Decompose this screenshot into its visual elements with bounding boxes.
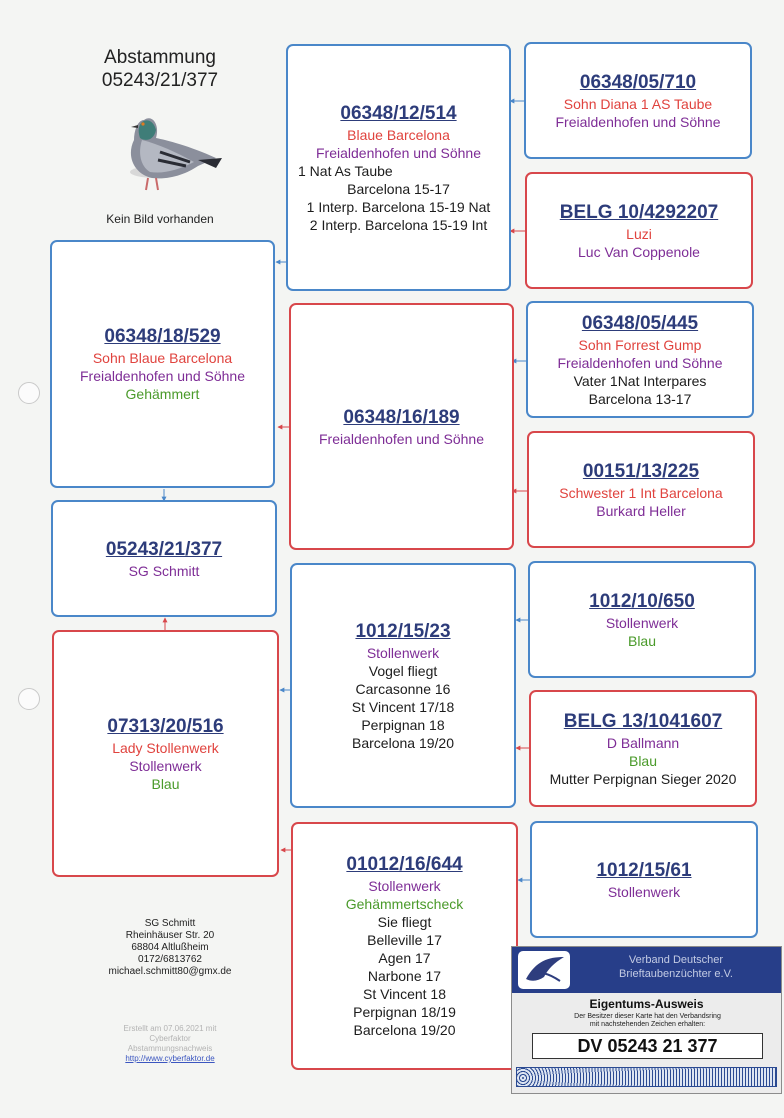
pigeon-note: Luzi	[626, 225, 652, 242]
pigeon-note: Burkard Heller	[596, 502, 686, 519]
pigeon-card-mf[interactable]	[290, 563, 516, 808]
pigeon-note: St Vincent 18	[362, 986, 447, 1002]
owner-contact	[80, 918, 260, 978]
pigeon-card-subject[interactable]	[51, 500, 277, 617]
pigeon-note: Freialdenhofen und Söhne	[315, 144, 482, 161]
pigeon-note: Sohn Forrest Gump	[578, 336, 702, 353]
card-header	[512, 947, 781, 993]
ring-number: 06348/16/189	[343, 406, 460, 428]
ring-number: 00151/13/225	[582, 460, 700, 482]
pigeon-note: Freialdenhofen und Söhne	[557, 354, 723, 371]
pigeon-card-fff[interactable]	[524, 42, 752, 159]
pigeon-note: Stollenwerk	[605, 614, 679, 631]
card-org-line: Brieftaubenzüchter e.V.	[619, 968, 733, 980]
pigeon-note: Narbone 17	[367, 968, 442, 984]
pigeon-card-mmf[interactable]	[530, 821, 758, 938]
pigeon-note: Blau	[151, 775, 180, 792]
pigeon-note: 2 Interp. Barcelona 15-19 Int	[309, 216, 488, 233]
ownership-card	[511, 946, 782, 1094]
pigeon-note: 1 Nat As Taube	[298, 162, 393, 179]
pigeon-note: Gehämmert	[125, 386, 200, 402]
pigeon-card-mm[interactable]	[291, 822, 518, 1070]
ring-number: 1012/10/650	[589, 590, 695, 612]
owner-email: michael.schmitt80@gmx.de	[108, 966, 232, 977]
title-ring: 05243/21/377	[101, 70, 219, 91]
pigeon-note: Blaue Barcelona	[347, 126, 450, 143]
card-title: Eigentums-Ausweis	[589, 997, 704, 1011]
ring-number: 07313/20/516	[107, 715, 224, 737]
card-org-line: Verband Deutscher	[628, 954, 724, 966]
card-text-line: mit nachstehenden Zeichen erhalten:	[589, 1021, 706, 1028]
owner-name: SG Schmitt	[144, 918, 196, 929]
pigeon-card-ffm[interactable]	[525, 172, 753, 289]
pigeon-note: Freialdenhofen und Söhne	[318, 430, 485, 447]
created-line: Cyberfaktor	[149, 1034, 191, 1043]
pigeon-note: Blau	[627, 632, 657, 649]
pigeon-note: Barcelona 19/20	[352, 734, 454, 751]
pigeon-note: Sohn Blaue Barcelona	[92, 350, 233, 366]
ring-number: 1012/15/61	[596, 859, 692, 881]
pigeon-note: Stollenwerk	[368, 878, 441, 894]
pigeon-note: Mutter Perpignan Sieger 2020	[549, 770, 737, 787]
pigeon-note: Belleville 17	[367, 932, 442, 948]
pigeon-note: D Ballmann	[606, 734, 680, 751]
pigeon-note: Carcasonne 16	[355, 680, 451, 697]
pigeon-note: Freialdenhofen und Söhne	[555, 113, 721, 130]
ring-number: 05243/21/377	[105, 538, 223, 560]
pigeon-note: Luc Van Coppenole	[578, 243, 700, 260]
pigeon-card-mff[interactable]	[528, 561, 756, 678]
pigeon-note: Barcelona 19/20	[353, 1022, 456, 1038]
ring-number: 06348/12/514	[340, 102, 457, 124]
owner-phone: 0172/6813762	[138, 954, 202, 965]
no-image-caption: Kein Bild vorhanden	[106, 212, 214, 226]
ring-number: 1012/15/23	[355, 620, 451, 642]
pigeon-note: SG Schmitt	[128, 562, 200, 579]
pigeon-note: Sie fliegt	[377, 914, 432, 930]
pigeon-note: Barcelona 15-17	[347, 180, 450, 197]
ring-number: BELG 10/4292207	[559, 201, 719, 223]
pigeon-note: Gehämmertscheck	[345, 896, 464, 912]
card-ring-number: DV 05243 21 377	[532, 1033, 763, 1059]
owner-street: Rheinhäuser Str. 20	[125, 930, 215, 941]
pigeon-note: Freialdenhofen und Söhne	[79, 368, 246, 384]
pigeon-note: Stollenwerk	[607, 883, 681, 900]
ring-number: 06348/05/710	[579, 71, 697, 93]
ring-number: 06348/05/445	[581, 312, 699, 334]
card-text	[518, 1013, 777, 1029]
pigeon-note: Vogel fliegt	[368, 662, 438, 679]
title-text: Abstammung	[104, 47, 216, 68]
ring-number: 06348/18/529	[104, 326, 221, 347]
owner-city: 68804 Altlußheim	[131, 942, 209, 953]
created-line: Erstellt am 07.06.2021 mit	[123, 1024, 217, 1033]
ring-number: BELG 13/1041607	[563, 710, 723, 732]
pigeon-card-mother[interactable]	[52, 630, 279, 877]
pigeon-note: Schwester 1 Int Barcelona	[559, 484, 723, 501]
card-text-line: Der Besitzer dieser Karte hat den Verbandsring	[574, 1013, 721, 1020]
pigeon-note: Agen 17	[378, 950, 431, 966]
ring-number: 01012/16/644	[346, 854, 463, 875]
pigeon-card-fmm[interactable]	[527, 431, 755, 548]
created-line: Abstammungsnachweis	[127, 1044, 213, 1053]
pigeon-card-fm[interactable]	[289, 303, 514, 550]
pigeon-card-father[interactable]	[50, 240, 275, 488]
pigeon-note: Stollenwerk	[366, 644, 440, 661]
pigeon-note: Perpignan 18	[361, 716, 445, 733]
pigeon-note: Barcelona 13-17	[588, 390, 692, 407]
pigeon-card-fmf[interactable]	[526, 301, 754, 418]
dove-logo-icon	[518, 951, 570, 989]
card-org	[576, 953, 776, 981]
pigeon-note: Lady Stollenwerk	[112, 739, 219, 756]
created-note	[90, 1024, 250, 1064]
pigeon-note: Vater 1Nat Interpares	[573, 372, 707, 389]
card-pattern	[516, 1067, 777, 1087]
pigeon-note: Blau	[628, 752, 658, 769]
pigeon-card-ff[interactable]	[286, 44, 511, 291]
cyberfaktor-link[interactable]: http://www.cyberfaktor.de	[125, 1054, 215, 1063]
pigeon-note: Sohn Diana 1 AS Taube	[563, 95, 713, 112]
pigeon-card-mfm[interactable]	[529, 690, 757, 807]
pigeon-note: 1 Interp. Barcelona 15-19 Nat	[306, 198, 491, 215]
pigeon-note: Stollenwerk	[129, 757, 202, 774]
pigeon-note: Perpignan 18/19	[353, 1004, 456, 1020]
pigeon-note: St Vincent 17/18	[351, 698, 455, 715]
